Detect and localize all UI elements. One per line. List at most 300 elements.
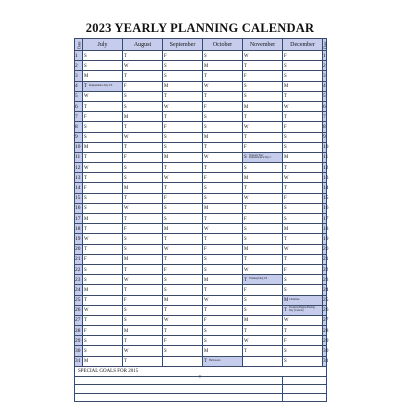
day-cell[interactable]: [123, 173, 163, 183]
day-cell[interactable]: [203, 356, 243, 366]
weekday-letter: M: [204, 63, 209, 69]
holiday-label: Halloween: [209, 358, 221, 362]
date-number: 16: [75, 203, 83, 213]
date-number: 22: [75, 264, 83, 274]
day-cell[interactable]: [83, 315, 123, 325]
day-cell[interactable]: [243, 183, 283, 193]
day-cell[interactable]: [163, 315, 203, 325]
day-cell[interactable]: [243, 173, 283, 183]
day-cell[interactable]: [163, 101, 203, 111]
day-cell[interactable]: [123, 224, 163, 234]
date-number-right: 31: [323, 356, 327, 366]
weekday-letter: W: [204, 84, 209, 90]
day-cell[interactable]: [163, 336, 203, 346]
day-cell[interactable]: [283, 203, 323, 213]
day-cell[interactable]: [83, 295, 123, 305]
day-cell[interactable]: [203, 132, 243, 142]
day-cell[interactable]: [123, 51, 163, 61]
weekday-letter: T: [244, 349, 247, 355]
weekday-letter: T: [164, 186, 167, 192]
day-cell[interactable]: [123, 152, 163, 162]
day-cell[interactable]: [83, 336, 123, 346]
day-cell[interactable]: [123, 71, 163, 81]
day-cell[interactable]: [83, 112, 123, 122]
day-cell[interactable]: [163, 234, 203, 244]
day-cell[interactable]: [163, 112, 203, 122]
day-cell[interactable]: [163, 305, 203, 315]
day-cell[interactable]: [203, 163, 243, 173]
day-cell[interactable]: [203, 193, 243, 203]
day-cell[interactable]: [283, 81, 323, 91]
day-cell[interactable]: [123, 112, 163, 122]
day-cell[interactable]: [243, 326, 283, 336]
day-cell[interactable]: [203, 203, 243, 213]
day-cell[interactable]: [243, 122, 283, 132]
day-cell[interactable]: [243, 254, 283, 264]
day-cell[interactable]: [83, 264, 123, 274]
day-cell[interactable]: [203, 51, 243, 61]
day-cell[interactable]: [203, 346, 243, 356]
day-cell[interactable]: [203, 101, 243, 111]
weekday-letter: S: [164, 349, 167, 355]
goals-label: SPECIAL GOALS FOR 2015: [75, 366, 327, 376]
day-cell[interactable]: [163, 224, 203, 234]
day-cell[interactable]: [123, 203, 163, 213]
day-cell[interactable]: [283, 275, 323, 285]
date-number-right: 27: [323, 315, 327, 325]
weekday-letter: S: [124, 104, 127, 110]
weekday-letter: M: [164, 298, 169, 304]
weekday-letter: T: [84, 318, 87, 324]
weekday-letter: S: [124, 308, 127, 314]
day-cell[interactable]: [203, 122, 243, 132]
day-cell[interactable]: [123, 336, 163, 346]
weekday-letter: S: [244, 165, 247, 171]
day-cell[interactable]: [243, 132, 283, 142]
day-cell[interactable]: [83, 305, 123, 315]
weekday-letter: S: [164, 145, 167, 151]
day-cell[interactable]: [283, 51, 323, 61]
day-cell[interactable]: [203, 183, 243, 193]
calendar-row: [75, 214, 327, 224]
weekday-letter: W: [284, 247, 289, 253]
day-cell[interactable]: [203, 152, 243, 162]
day-cell[interactable]: [283, 214, 323, 224]
day-cell[interactable]: [83, 142, 123, 152]
day-cell[interactable]: [163, 244, 203, 254]
weekday-letter: S: [244, 308, 247, 314]
date-number-right: 28: [323, 326, 327, 336]
day-cell[interactable]: [283, 193, 323, 203]
day-cell[interactable]: [243, 264, 283, 274]
day-cell[interactable]: [83, 163, 123, 173]
calendar-body: [75, 51, 327, 367]
day-cell[interactable]: [203, 254, 243, 264]
holiday-label: Independence Day US: [89, 83, 113, 87]
day-cell[interactable]: [283, 101, 323, 111]
day-cell[interactable]: [243, 295, 283, 305]
day-cell[interactable]: [243, 193, 283, 203]
day-cell[interactable]: [203, 142, 243, 152]
weekday-letter: M: [84, 216, 89, 222]
weekday-letter: M: [284, 226, 289, 232]
weekday-letter: S: [204, 196, 207, 202]
day-cell[interactable]: [203, 305, 243, 315]
day-cell[interactable]: [83, 183, 123, 193]
goals-blank-row[interactable]: [75, 385, 327, 394]
day-cell[interactable]: [283, 173, 323, 183]
day-cell[interactable]: [243, 101, 283, 111]
day-cell[interactable]: [83, 122, 123, 132]
goals-input-area[interactable]: [283, 385, 327, 394]
day-cell[interactable]: [123, 132, 163, 142]
day-cell[interactable]: [283, 61, 323, 71]
weekday-letter: W: [204, 155, 209, 161]
weekday-letter: S: [164, 63, 167, 69]
weekday-letter: T: [284, 236, 287, 242]
calendar-row: [75, 264, 327, 274]
day-cell[interactable]: [243, 142, 283, 152]
day-cell[interactable]: [283, 91, 323, 101]
day-cell[interactable]: [83, 356, 123, 366]
month-header: December: [283, 39, 323, 51]
day-cell[interactable]: [243, 336, 283, 346]
weekday-letter: W: [124, 206, 129, 212]
day-cell[interactable]: [243, 51, 283, 61]
day-cell[interactable]: [203, 295, 243, 305]
day-cell[interactable]: [283, 234, 323, 244]
day-cell[interactable]: [243, 356, 283, 366]
day-cell[interactable]: [123, 122, 163, 132]
date-number: 20: [75, 244, 83, 254]
weekday-letter: T: [124, 53, 127, 59]
holiday-label: Thanksgiving US: [249, 277, 268, 281]
weekday-letter: F: [244, 73, 247, 79]
month-header: September: [163, 39, 203, 51]
day-cell[interactable]: [163, 356, 203, 366]
date-number-right: 3: [323, 71, 327, 81]
day-cell[interactable]: [203, 275, 243, 285]
weekday-letter: S: [284, 287, 287, 293]
day-cell[interactable]: [243, 346, 283, 356]
day-cell[interactable]: [163, 163, 203, 173]
day-cell[interactable]: [243, 91, 283, 101]
month-header: July: [83, 39, 123, 51]
weekday-letter: M: [244, 104, 249, 110]
day-cell[interactable]: [123, 244, 163, 254]
day-cell[interactable]: [243, 203, 283, 213]
day-cell[interactable]: [283, 244, 323, 254]
weekday-letter: T: [204, 165, 207, 171]
calendar-row: [75, 132, 327, 142]
day-cell[interactable]: [203, 244, 243, 254]
date-number: 8: [75, 122, 83, 132]
day-cell[interactable]: [123, 295, 163, 305]
day-cell[interactable]: [83, 285, 123, 295]
weekday-letter: S: [244, 94, 247, 100]
calendar-row: [75, 101, 327, 111]
calendar-row: [75, 275, 327, 285]
day-cell[interactable]: [243, 163, 283, 173]
day-cell[interactable]: [163, 285, 203, 295]
day-cell[interactable]: [123, 356, 163, 366]
day-cell[interactable]: [283, 315, 323, 325]
day-cell[interactable]: [283, 132, 323, 142]
day-cell[interactable]: [123, 101, 163, 111]
day-cell[interactable]: [83, 244, 123, 254]
day-cell[interactable]: [83, 132, 123, 142]
day-cell[interactable]: [243, 71, 283, 81]
day-cell[interactable]: [83, 71, 123, 81]
weekday-letter: W: [204, 226, 209, 232]
day-cell[interactable]: [243, 214, 283, 224]
goals-blank-row[interactable]: [75, 393, 327, 402]
day-cell[interactable]: [83, 275, 123, 285]
day-cell[interactable]: [203, 234, 243, 244]
day-cell[interactable]: [243, 61, 283, 71]
day-cell[interactable]: [83, 214, 123, 224]
calendar-row: [75, 122, 327, 132]
calendar-row: [75, 356, 327, 366]
date-number-right: 5: [323, 91, 327, 101]
day-cell[interactable]: [163, 326, 203, 336]
goals-input-area[interactable]: [283, 393, 327, 402]
date-number-right: 19: [323, 234, 327, 244]
day-cell[interactable]: [163, 81, 203, 91]
calendar-row: [75, 91, 327, 101]
day-cell[interactable]: [83, 152, 123, 162]
weekday-letter: F: [204, 175, 207, 181]
date-number: 17: [75, 214, 83, 224]
day-cell[interactable]: [283, 305, 323, 315]
day-cell[interactable]: [123, 214, 163, 224]
day-cell[interactable]: [203, 285, 243, 295]
day-cell[interactable]: [163, 264, 203, 274]
day-cell[interactable]: [163, 254, 203, 264]
day-cell[interactable]: [123, 315, 163, 325]
weekday-letter: W: [124, 277, 129, 283]
day-cell[interactable]: [163, 346, 203, 356]
day-cell[interactable]: [163, 173, 203, 183]
day-cell[interactable]: [243, 81, 283, 91]
weekday-letter: W: [284, 175, 289, 181]
day-cell[interactable]: [83, 51, 123, 61]
day-cell[interactable]: [123, 193, 163, 203]
holiday-label: Kwanzaa Begins Boxing Day (Canada): [289, 306, 315, 313]
date-number: 31: [75, 356, 83, 366]
day-cell[interactable]: [243, 112, 283, 122]
weekday-letter: F: [284, 196, 287, 202]
day-cell[interactable]: [243, 305, 283, 315]
date-number: 2: [75, 61, 83, 71]
day-cell[interactable]: [283, 112, 323, 122]
weekday-letter: F: [284, 267, 287, 273]
day-cell[interactable]: [203, 112, 243, 122]
day-cell[interactable]: [163, 51, 203, 61]
day-cell[interactable]: [83, 101, 123, 111]
weekday-letter: W: [284, 104, 289, 110]
day-cell[interactable]: [163, 193, 203, 203]
weekday-letter: F: [164, 124, 167, 130]
weekday-letter: F: [204, 247, 207, 253]
day-cell[interactable]: [83, 193, 123, 203]
day-cell[interactable]: [243, 234, 283, 244]
day-cell[interactable]: [283, 142, 323, 152]
day-cell[interactable]: [243, 275, 283, 285]
weekday-letter: S: [244, 298, 247, 304]
weekday-letter: S: [84, 124, 87, 130]
day-cell[interactable]: [83, 254, 123, 264]
calendar-row: [75, 224, 327, 234]
weekday-letter: M: [84, 73, 89, 79]
weekday-letter: M: [244, 175, 249, 181]
weekday-letter: F: [124, 84, 127, 90]
day-cell[interactable]: [163, 122, 203, 132]
day-cell[interactable]: [283, 336, 323, 346]
day-cell[interactable]: [203, 264, 243, 274]
weekday-letter: T: [164, 328, 167, 334]
day-cell[interactable]: [203, 326, 243, 336]
day-cell[interactable]: [283, 254, 323, 264]
month-header-row: [75, 39, 327, 51]
day-cell[interactable]: [83, 234, 123, 244]
day-cell[interactable]: [203, 336, 243, 346]
day-cell[interactable]: [163, 91, 203, 101]
day-cell[interactable]: [123, 142, 163, 152]
weekday-letter: S: [124, 247, 127, 253]
calendar-row: [75, 51, 327, 61]
weekday-letter: T: [284, 114, 287, 120]
calendar-row: [75, 315, 327, 325]
page-footer: T: [198, 374, 202, 379]
goals-input-area[interactable]: [75, 393, 283, 402]
weekday-letter: M: [164, 155, 169, 161]
date-number: 21: [75, 254, 83, 264]
day-cell[interactable]: [163, 214, 203, 224]
day-cell[interactable]: [163, 275, 203, 285]
day-cell[interactable]: [83, 173, 123, 183]
day-cell[interactable]: [123, 346, 163, 356]
weekday-letter: F: [244, 145, 247, 151]
day-cell[interactable]: [123, 285, 163, 295]
day-cell[interactable]: [203, 81, 243, 91]
weekday-letter: M: [284, 155, 289, 161]
day-cell[interactable]: [243, 224, 283, 234]
day-cell[interactable]: [123, 61, 163, 71]
weekday-letter: T: [164, 114, 167, 120]
day-cell[interactable]: [163, 152, 203, 162]
date-number: 6: [75, 101, 83, 111]
calendar-row: [75, 173, 327, 183]
day-cell[interactable]: [83, 224, 123, 234]
weekday-letter: T: [124, 145, 127, 151]
day-cell[interactable]: [123, 254, 163, 264]
day-cell[interactable]: [283, 224, 323, 234]
day-cell[interactable]: [203, 315, 243, 325]
day-cell[interactable]: [243, 285, 283, 295]
day-cell[interactable]: [123, 81, 163, 91]
day-cell[interactable]: [203, 61, 243, 71]
day-cell[interactable]: [283, 264, 323, 274]
day-cell[interactable]: [163, 71, 203, 81]
day-cell[interactable]: [203, 91, 243, 101]
day-cell[interactable]: [163, 183, 203, 193]
weekday-letter: S: [204, 186, 207, 192]
day-cell[interactable]: [83, 91, 123, 101]
day-cell[interactable]: [123, 326, 163, 336]
weekday-letter: S: [164, 73, 167, 79]
goals-input-area[interactable]: [75, 385, 283, 394]
day-cell[interactable]: [283, 285, 323, 295]
day-cell[interactable]: [283, 183, 323, 193]
weekday-letter: T: [204, 236, 207, 242]
day-cell[interactable]: [83, 326, 123, 336]
day-cell[interactable]: [123, 275, 163, 285]
day-cell[interactable]: [283, 326, 323, 336]
day-cell[interactable]: [243, 152, 283, 162]
day-cell[interactable]: [163, 142, 203, 152]
weekday-letter: S: [124, 94, 127, 100]
day-cell[interactable]: [123, 234, 163, 244]
date-number-right: 20: [323, 244, 327, 254]
day-cell[interactable]: [203, 173, 243, 183]
day-cell[interactable]: [283, 71, 323, 81]
day-cell[interactable]: [163, 61, 203, 71]
weekday-letter: T: [124, 73, 127, 79]
day-cell[interactable]: [83, 346, 123, 356]
calendar-row: [75, 285, 327, 295]
day-cell[interactable]: [243, 244, 283, 254]
weekday-letter: T: [124, 359, 127, 365]
day-cell[interactable]: [123, 305, 163, 315]
day-cell[interactable]: [283, 163, 323, 173]
day-cell[interactable]: [283, 346, 323, 356]
day-cell[interactable]: [283, 152, 323, 162]
weekday-letter: T: [124, 267, 127, 273]
day-cell[interactable]: [123, 264, 163, 274]
holiday-label: Christmas: [289, 297, 300, 301]
weekday-letter: S: [124, 318, 127, 324]
weekday-letter: W: [124, 349, 129, 355]
day-cell[interactable]: [203, 224, 243, 234]
weekday-letter: T: [284, 308, 287, 314]
day-cell[interactable]: [163, 203, 203, 213]
day-cell[interactable]: [283, 356, 323, 366]
weekday-letter: S: [284, 63, 287, 69]
calendar-row: [75, 305, 327, 315]
weekday-letter: S: [284, 145, 287, 151]
weekday-letter: T: [164, 257, 167, 263]
day-cell[interactable]: [83, 203, 123, 213]
day-cell[interactable]: [123, 183, 163, 193]
weekday-letter: F: [204, 104, 207, 110]
day-cell[interactable]: [203, 214, 243, 224]
month-header: October: [203, 39, 243, 51]
day-cell[interactable]: [283, 295, 323, 305]
day-cell[interactable]: [163, 132, 203, 142]
day-cell[interactable]: [83, 61, 123, 71]
weekday-letter: M: [284, 298, 289, 304]
day-cell[interactable]: [203, 71, 243, 81]
day-cell[interactable]: [123, 163, 163, 173]
day-cell[interactable]: [283, 122, 323, 132]
day-cell[interactable]: [123, 91, 163, 101]
weekday-letter: S: [84, 277, 87, 283]
day-cell[interactable]: [243, 315, 283, 325]
weekday-letter: F: [164, 267, 167, 273]
day-cell[interactable]: [83, 81, 123, 91]
day-cell[interactable]: [163, 295, 203, 305]
